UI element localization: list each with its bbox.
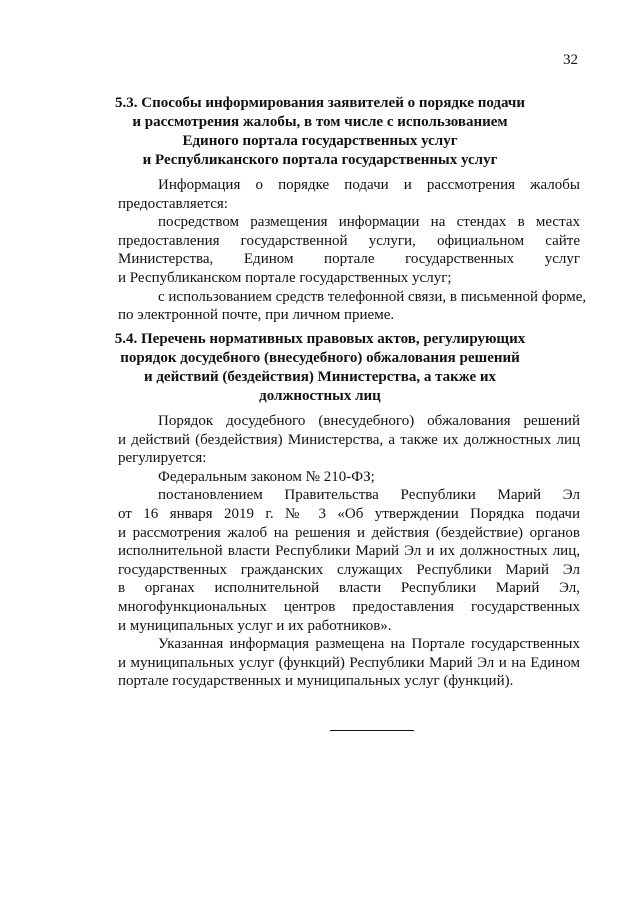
text-line: и Республиканском портале государственных услуг; bbox=[118, 269, 452, 286]
text-line: Министерства, Едином портале государственных услуг bbox=[118, 251, 580, 268]
heading-line: и Республиканского портала государственных услуг bbox=[142, 152, 498, 168]
text-line: от 16 января 2019 г. № 3 «Об утверждении Порядка подачи bbox=[118, 505, 580, 522]
text-line: по электронной почте, при личном приеме. bbox=[118, 307, 395, 324]
paragraph bbox=[118, 486, 580, 635]
heading-line: 5.3. Способы информирования заявителей о порядке подачи bbox=[115, 95, 525, 111]
text-line: с использованием средств телефонной связи, в письменной форме, bbox=[158, 288, 587, 305]
text-line: Федеральным законом № 210-ФЗ; bbox=[158, 468, 375, 485]
paragraph bbox=[118, 288, 587, 325]
text-line: многофункциональных центров предоставления государственных bbox=[118, 598, 580, 615]
text-line: регулируется: bbox=[118, 450, 207, 467]
section-5-3-heading bbox=[100, 94, 540, 170]
section-5-4-heading bbox=[100, 330, 540, 406]
heading-line: должностных лиц bbox=[259, 388, 381, 404]
text-line: в органах исполнительной власти Республики Марий Эл, bbox=[118, 580, 580, 597]
paragraph bbox=[118, 635, 580, 691]
text-line: государственных гражданских служащих Республики Марий Эл bbox=[118, 561, 580, 578]
heading-line: и рассмотрения жалобы, в том числе с использованием bbox=[132, 114, 508, 130]
heading-line: Единого портала государственных услуг bbox=[182, 133, 458, 149]
paragraph bbox=[118, 468, 580, 487]
section-5-4-body bbox=[118, 412, 580, 691]
text-line: и действий (бездействия) Министерства, а также их должностных лиц bbox=[118, 431, 580, 448]
page-number: 32 bbox=[563, 52, 578, 68]
text-line: и муниципальных услуг и их работников». bbox=[118, 617, 392, 634]
heading-line: 5.4. Перечень нормативных правовых актов, регулирующих bbox=[114, 331, 526, 347]
text-line: портале государственных и муниципальных услуг (функций). bbox=[118, 673, 514, 690]
paragraph bbox=[118, 213, 580, 287]
paragraph bbox=[118, 412, 580, 468]
text-line: и муниципальных услуг (функций) Республики Марий Эл и на Едином bbox=[118, 654, 580, 671]
text-line: Информация о порядке подачи и рассмотрения жалобы bbox=[158, 177, 580, 193]
text-line: Порядок досудебного (внесудебного) обжалования решений bbox=[158, 413, 580, 429]
text-line: и рассмотрения жалоб на решения и действия (бездействие) органов bbox=[118, 524, 580, 541]
heading-line: порядок досудебного (внесудебного) обжалования решений bbox=[120, 350, 520, 366]
paragraph bbox=[118, 176, 580, 213]
text-line: предоставляется: bbox=[118, 195, 228, 212]
text-line: предоставления государственной услуги, официальном сайте bbox=[118, 232, 580, 249]
end-divider bbox=[330, 730, 414, 731]
text-line: постановлением Правительства Республики Марий Эл bbox=[158, 487, 580, 504]
section-5-3-body bbox=[118, 176, 587, 325]
text-line: посредством размещения информации на стендах в местах bbox=[158, 214, 580, 231]
text-line: исполнительной власти Республики Марий Эл и их должностных лиц, bbox=[118, 543, 580, 560]
heading-line: и действий (бездействия) Министерства, а также их bbox=[143, 369, 497, 385]
text-line: Указанная информация размещена на Портале государственных bbox=[158, 636, 580, 653]
